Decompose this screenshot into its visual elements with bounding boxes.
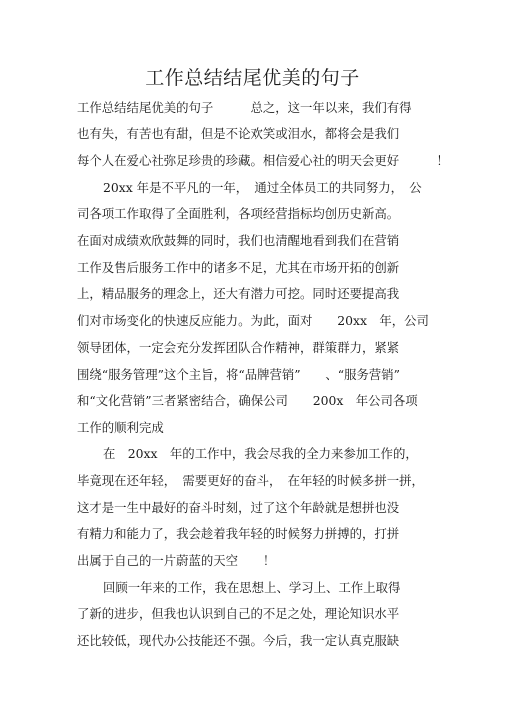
- text-line: 工作总结结尾优美的句子 总之，这一年以来，我们有得: [77, 100, 412, 115]
- document-title: 工作总结结尾优美的句子: [145, 67, 360, 89]
- text-line: 还比较低，现代办公技能还不强。今后，我一定认真克服缺: [77, 633, 400, 648]
- text-line: 这才是一生中最好的奋斗时刻，过了这个年龄就是想拼也没: [77, 500, 400, 515]
- text-line: 和“文化营销”三者紧密结合，确保公司 200x 年公司各项: [77, 393, 418, 408]
- text-line: 在 20xx 年的工作中，我会尽我的全力来参加工作的，: [103, 446, 418, 461]
- text-line: 领导团体，一定会充分发挥团队合作精神，群策群力，紧紧: [77, 340, 400, 355]
- text-line: 每个人在爱心社弥足珍贵的珍藏。相信爱心社的明天会更好 ！: [77, 153, 449, 168]
- text-line: 在面对成绩欢欣鼓舞的同时，我们也清醒地看到我们在营销: [77, 233, 400, 248]
- text-line: 回顾一年来的工作，我在思想上、学习上、工作上取得: [103, 580, 401, 595]
- text-line: 司各项工作取得了全面胜利，各项经营指标均创历史新高。: [77, 206, 400, 221]
- text-line: 毕竟现在还年轻， 需要更好的奋斗， 在年轻的时候多拼一拼，: [77, 473, 424, 488]
- text-line: 了新的进步，但我也认识到自己的不足之处，理论知识水平: [77, 606, 400, 621]
- text-line: 们对市场变化的快速反应能力。为此，面对 20xx 年，公司: [77, 313, 429, 328]
- text-line: 工作及售后服务工作中的诸多不足，尤其在市场开拓的创新: [77, 260, 400, 275]
- text-line: 也有失，有苦也有甜，但是不论欢笑或泪水，都将会是我们: [77, 126, 400, 141]
- text-line: 出属于自己的一片蔚蓝的天空 ！: [77, 553, 276, 568]
- text-line: 上，精品服务的理念上，还大有潜力可挖。同时还要提高我: [77, 286, 400, 301]
- text-line: 围绕“服务管理”这个主旨，将“品牌营销” 、“服务营销”: [77, 367, 400, 382]
- text-line: 有精力和能力了，我会趁着我年轻的时候努力拼搏的，打拼: [77, 526, 400, 541]
- text-line: 20xx 年是不平凡的一年， 通过全体员工的共同努力， 公: [103, 180, 422, 195]
- text-line: 工作的顺利完成: [77, 420, 164, 435]
